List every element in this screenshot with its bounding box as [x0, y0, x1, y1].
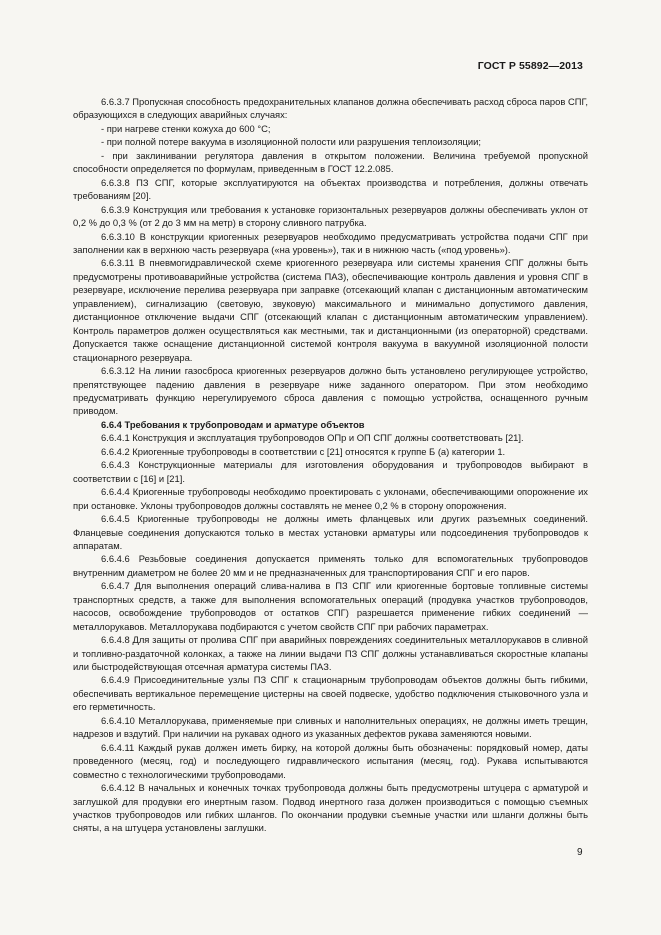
standard-header: ГОСТ Р 55892—2013 — [477, 60, 583, 72]
paragraph-6-6-4-12: 6.6.4.12 В начальных и конечных точках трубопровода должны быть предусмотрены штуцера с арматурой и заглушкой для продувки его инертным газом. Подвод инертного газа должен производиться с помощью съемных участков трубопроводов или гибких шлангов. По окончании продувки съемные участки или шланги должны быть сняты, а на штуцера установлены заглушки. — [73, 782, 588, 834]
list-item: - при заклинивании регулятора давления в открытом положении. Величина требуемой пропускной способности определяется по формулам, приведенным в ГОСТ 12.2.085. — [73, 149, 588, 175]
list-item: - при нагреве стенки кожуха до 600 °С; — [101, 122, 271, 134]
paragraph-6-6-4-8: 6.6.4.8 Для защиты от пролива СПГ при аварийных повреждениях соединительных металлорукавов в сливной и топливно-раздаточной колонках, а также на линии выдачи ПЗ СПГ должны устанавливаться скоростные клапаны или быстродействующая отсечная арматура системы ПАЗ. — [73, 634, 588, 673]
paragraph-6-6-4-2: 6.6.4.2 Криогенные трубопроводы в соответствии с [21] относятся к группе Б (а) категории 1. — [101, 445, 506, 457]
list-item: - при полной потере вакуума в изоляционной полости или разрушения теплоизоляции; — [101, 136, 481, 148]
paragraph-6-6-4-10: 6.6.4.10 Металлорукава, применяемые при сливных и наполнительных операциях, не должны иметь трещин, надрезов и вздутий. При наличии на рукавах одного из указанных дефектов рукава заменяются новыми. — [73, 714, 588, 740]
paragraph-6-6-3-7: 6.6.3.7 Пропускная способность предохранительных клапанов должна обеспечивать расход сброса паров СПГ, образующихся в следующих аварийных случаях: — [73, 96, 588, 121]
paragraph-6-6-4-6: 6.6.4.6 Резьбовые соединения допускается применять только для вспомогательных трубопроводов внутренним диаметром не более 20 мм и не предназначенных для транспортирования СПГ и его паров. — [73, 553, 588, 578]
document-body — [73, 95, 588, 835]
paragraph-6-6-3-12: 6.6.3.12 На линии газосброса криогенных резервуаров должно быть установлено регулирующее устройство, препятствующее падению давления в резервуаре ниже заданного оператором. При этом необходимо предусматривать функцию нерегулируемого сброса давления с помощью устройства, оснащенного ручным приводом. — [73, 365, 588, 417]
paragraph-6-6-4-9: 6.6.4.9 Присоединительные узлы ПЗ СПГ к стационарным трубопроводам объектов должны быть гибкими, обеспечивать вертикальное перемещение цистерны на своей подвеске, удобство подключения стыковочного узла и его герметичность. — [73, 674, 588, 713]
paragraph-6-6-3-10: 6.6.3.10 В конструкции криогенных резервуаров необходимо предусматривать устройства подачи СПГ при заполнении как в верхнюю часть резервуара («на уровень»), так и в нижнюю часть («под уровень»). — [73, 230, 588, 255]
paragraph-6-6-3-9: 6.6.3.9 Конструкция или требования к установке горизонтальных резервуаров должны обеспечивать уклон от 0,2 % до 0,3 % (от 2 до 3 мм на метр) в сторону сливного патрубка. — [73, 203, 588, 229]
paragraph-6-6-3-11: 6.6.3.11 В пневмогидравлической схеме криогенного резервуара или системы хранения СПГ должны быть предусмотрены противоаварийные устройства (система ПАЗ), обеспечивающие контроль давления и уровня СПГ в резервуаре, исключение перелива резервуара при заправке (отсекающий клапан с дистанционным автоматическим управлением), сигнализацию (световую, звуковую) максимального и минимально допустимого давления, дистанционное отключение выдачи СПГ (отсекающий клапан с дистанционным автоматическим управлением). Контроль параметров должен осуществляться как местными, так и дистанционными (из операторной) средствами. Допускается также оснащение дистанционной системой контроля вакуума в вакуумной изоляционной полости стационарного резервуара. — [73, 257, 588, 363]
paragraph-6-6-3-8: 6.6.3.8 ПЗ СПГ, которые эксплуатируются на объектах производства и потребления, должны отвечать требованиям [20]. — [73, 176, 588, 202]
page-number: 9 — [577, 847, 583, 858]
paragraph-6-6-4-11: 6.6.4.11 Каждый рукав должен иметь бирку, на которой должны быть обозначены: порядковый номер, даты проведенного (месяц, год) и последующего гидравлического испытания (месяц, год). Рукава испытываются совместно с технологическими трубопроводами. — [73, 741, 588, 780]
paragraph-6-6-4-7: 6.6.4.7 Для выполнения операций слива-налива в ПЗ СПГ или криогенные бортовые топливные системы транспортных средств, а также для выполнения вспомогательных операций (продувка участков трубопроводов, насосов, освобождение трубопроводов от остатков СПГ) разрешается применение гибких соединений — металлорукавов. Металлорукава подбираются с учетом свойств СПГ при рабочих параметрах. — [73, 580, 588, 632]
section-heading-6-6-4: 6.6.4 Требования к трубопроводам и арматуре объектов — [101, 418, 365, 430]
paragraph-6-6-4-5: 6.6.4.5 Криогенные трубопроводы не должны иметь фланцевых или других разъемных соединений. Фланцевые соединения допускаются только в местах установки арматуры или подсоединения трубопроводов к аппаратам. — [73, 513, 588, 551]
paragraph-6-6-4-4: 6.6.4.4 Криогенные трубопроводы необходимо проектировать с уклонами, обеспечивающими опорожнение их при остановке. Уклоны трубопроводов должны составлять не менее 0,2 % в сторону опорожнения. — [73, 486, 588, 511]
paragraph-6-6-4-1: 6.6.4.1 Конструкция и эксплуатация трубопроводов ОПр и ОП СПГ должны соответствовать [21]. — [101, 432, 524, 444]
paragraph-6-6-4-3: 6.6.4.3 Конструкционные материалы для изготовления оборудования и трубопроводов выбирают в соответствии с [16] и [21]. — [73, 459, 588, 484]
